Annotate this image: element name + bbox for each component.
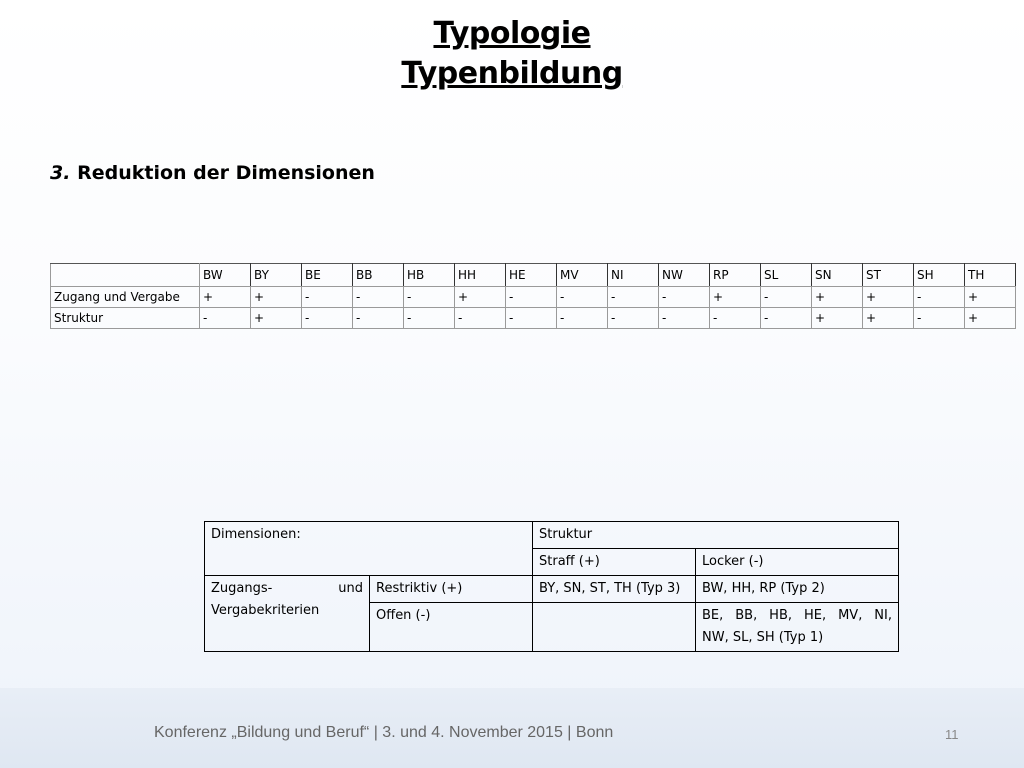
typ3-cell: BY, SN, ST, TH (Typ 3) <box>533 576 696 603</box>
table-row <box>51 308 1016 329</box>
typ1-line-1: BE, BB, HB, HE, MV, NI, <box>702 608 892 623</box>
typ1-cell <box>696 603 899 652</box>
value-cell: + <box>251 308 302 329</box>
state-header-ni: NI <box>608 264 659 287</box>
offen-cell: Offen (-) <box>370 603 533 652</box>
value-cell: - <box>302 308 353 329</box>
value-cell: - <box>914 287 965 308</box>
state-header-he: HE <box>506 264 557 287</box>
value-cell: - <box>659 287 710 308</box>
typ2-cell: BW, HH, RP (Typ 2) <box>696 576 899 603</box>
slide-title <box>0 14 1024 94</box>
value-cell: + <box>965 287 1016 308</box>
empty-cell <box>533 603 696 652</box>
value-cell: - <box>710 308 761 329</box>
footer-text: Konferenz „Bildung und Beruf“ | 3. und 4. November 2015 | Bonn <box>154 724 614 741</box>
states-table <box>50 263 1016 329</box>
header-blank-cell <box>51 264 200 287</box>
straff-cell: Straff (+) <box>533 549 696 576</box>
value-cell: - <box>761 287 812 308</box>
title-line-1: Typologie <box>433 16 591 51</box>
dimensions-label-cell: Dimensionen: <box>205 522 533 576</box>
value-cell: - <box>353 308 404 329</box>
row-label: Struktur <box>51 308 200 329</box>
struktur-label-cell: Struktur <box>533 522 899 549</box>
value-cell: - <box>455 308 506 329</box>
value-cell: - <box>353 287 404 308</box>
state-header-be: BE <box>302 264 353 287</box>
value-cell: + <box>200 287 251 308</box>
table-row <box>51 287 1016 308</box>
restriktiv-cell: Restriktiv (+) <box>370 576 533 603</box>
state-header-st: ST <box>863 264 914 287</box>
state-header-by: BY <box>251 264 302 287</box>
value-cell: + <box>710 287 761 308</box>
state-header-sl: SL <box>761 264 812 287</box>
section-heading <box>50 162 375 184</box>
state-header-bw: BW <box>200 264 251 287</box>
vergabe-word: Vergabekriterien <box>211 603 320 618</box>
value-cell: + <box>812 308 863 329</box>
state-header-rp: RP <box>710 264 761 287</box>
zugangs-cell <box>205 576 370 652</box>
state-header-hb: HB <box>404 264 455 287</box>
value-cell: + <box>965 308 1016 329</box>
state-header-mv: MV <box>557 264 608 287</box>
title-line-2: Typenbildung <box>401 56 623 91</box>
state-header-sn: SN <box>812 264 863 287</box>
locker-cell: Locker (-) <box>696 549 899 576</box>
typ1-line-2: NW, SL, SH (Typ 1) <box>702 630 824 645</box>
value-cell: - <box>608 287 659 308</box>
row-label: Zugang und Vergabe <box>51 287 200 308</box>
state-header-nw: NW <box>659 264 710 287</box>
value-cell: - <box>404 287 455 308</box>
value-cell: + <box>812 287 863 308</box>
value-cell: - <box>557 308 608 329</box>
section-heading-text: Reduktion der Dimensionen <box>77 162 375 184</box>
value-cell: + <box>251 287 302 308</box>
state-header-th: TH <box>965 264 1016 287</box>
value-cell: - <box>557 287 608 308</box>
value-cell: - <box>608 308 659 329</box>
states-header-row <box>51 264 1016 287</box>
value-cell: - <box>302 287 353 308</box>
value-cell: - <box>914 308 965 329</box>
zugangs-word: Zugangs- <box>211 581 273 596</box>
dimensions-table <box>204 521 899 652</box>
value-cell: - <box>506 287 557 308</box>
value-cell: - <box>200 308 251 329</box>
state-header-bb: BB <box>353 264 404 287</box>
section-number: 3. <box>50 162 71 184</box>
state-header-sh: SH <box>914 264 965 287</box>
value-cell: + <box>863 308 914 329</box>
und-word: und <box>338 581 363 596</box>
value-cell: - <box>404 308 455 329</box>
value-cell: + <box>455 287 506 308</box>
value-cell: - <box>506 308 557 329</box>
value-cell: + <box>863 287 914 308</box>
page-number: 11 <box>945 727 959 742</box>
value-cell: - <box>659 308 710 329</box>
state-header-hh: HH <box>455 264 506 287</box>
value-cell: - <box>761 308 812 329</box>
